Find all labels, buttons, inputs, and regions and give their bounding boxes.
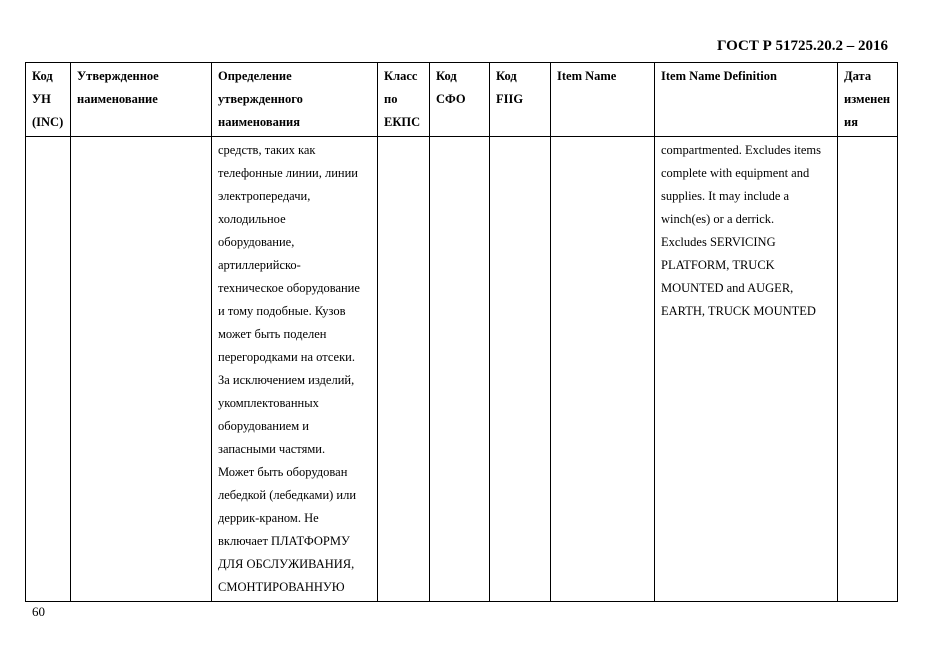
definition-line: оборудованием и [218, 419, 309, 433]
cell-definition-ru [212, 137, 378, 602]
definition-line: перегородками на отсеки. [218, 350, 355, 364]
definition-line: лебедкой (лебедками) или [218, 488, 357, 502]
definition-line: EARTH, TRUCK MOUNTED [661, 304, 816, 318]
cell-approved-name [71, 137, 212, 602]
definition-line: средств, таких как [218, 143, 316, 157]
header-item-name: Item Name [551, 63, 655, 137]
page-number: 60 [32, 604, 45, 619]
cell-fiig-code [490, 137, 551, 602]
cell-definition-en [655, 137, 838, 602]
definition-line: электропередачи, [218, 189, 311, 203]
header-name-definition-ru: Определение утвержденного наименования [212, 63, 378, 137]
header-fiig-code: Код FIIG [490, 63, 551, 137]
cell-item-name [551, 137, 655, 602]
table-row [26, 137, 898, 602]
header-item-name-definition: Item Name Definition [655, 63, 838, 137]
definition-line: compartmented. Excludes items [661, 143, 822, 157]
definition-line: За исключением изделий, [218, 373, 355, 387]
header-change-date: Дата изменен ия [838, 63, 898, 137]
definition-line: холодильное [218, 212, 286, 226]
definition-line: complete with equipment and [661, 166, 810, 180]
definition-line: укомплектованных [218, 396, 319, 410]
definition-line: включает ПЛАТФОРМУ [218, 534, 350, 548]
definition-line: телефонные линии, линии [218, 166, 358, 180]
definition-line: MOUNTED and AUGER, [661, 281, 794, 295]
document-code: ГОСТ Р 51725.20.2 – 2016 [716, 38, 888, 54]
definition-line: PLATFORM, TRUCK [661, 258, 775, 272]
definition-line: оборудование, [218, 235, 295, 249]
header-approved-name: Утвержденное наименование [71, 63, 212, 137]
definition-line: supplies. It may include a [661, 189, 790, 203]
definition-line: техническое оборудование [218, 281, 360, 295]
cell-sfo-code [430, 137, 490, 602]
definition-line: winch(es) or a derrick. [661, 212, 775, 226]
definition-line: деррик-краном. Не [218, 511, 319, 525]
cell-inc-code [26, 137, 71, 602]
header-inc-code: Код УН (INC) [26, 63, 71, 137]
definition-line: СМОНТИРОВАННУЮ [218, 580, 345, 594]
cell-change-date [838, 137, 898, 602]
header-sfo-code: Код СФО [430, 63, 490, 137]
definition-line: Excludes SERVICING [661, 235, 776, 249]
definition-line: артиллерийско- [218, 258, 301, 272]
header-ekps-class: Класс по ЕКПС [378, 63, 430, 137]
definition-line: Может быть оборудован [218, 465, 348, 479]
cell-ekps-class [378, 137, 430, 602]
definition-line: запасными частями. [218, 442, 326, 456]
catalog-table [25, 62, 898, 602]
definition-line: может быть поделен [218, 327, 327, 341]
definition-line: и тому подобные. Кузов [218, 304, 346, 318]
table-header-row [26, 63, 898, 137]
definition-line: ДЛЯ ОБСЛУЖИВАНИЯ, [218, 557, 355, 571]
